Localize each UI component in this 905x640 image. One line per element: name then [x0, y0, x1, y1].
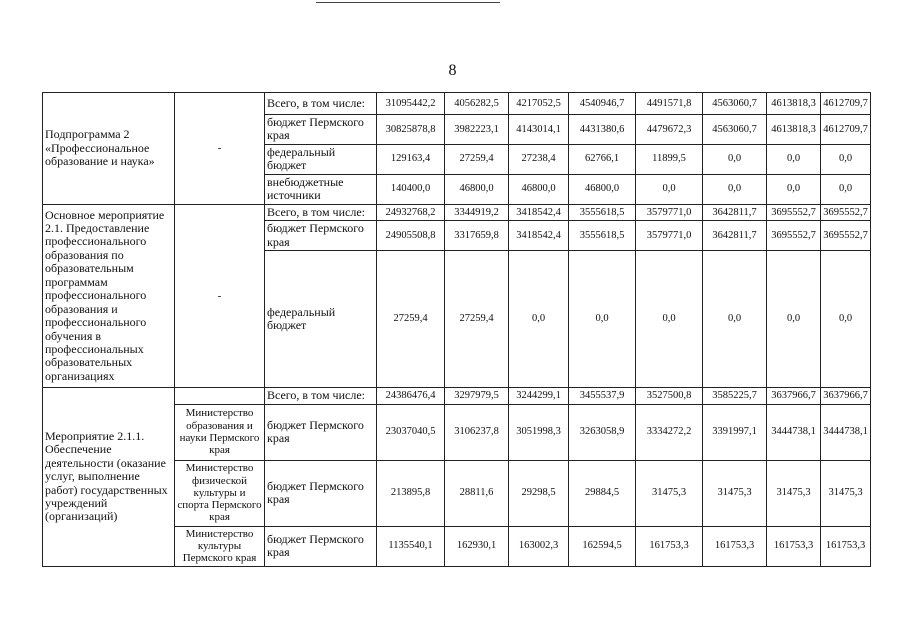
value-cell: 3555618,5	[569, 221, 636, 251]
value-cell: 0,0	[703, 174, 767, 204]
value-cell: 3444738,1	[767, 404, 821, 460]
value-cell: 0,0	[821, 144, 871, 174]
value-cell: 3695552,7	[821, 221, 871, 251]
main-activity-name: Основное мероприятие 2.1. Предоставление профессионального образования по образовательным программам профессионального образования и профессионального обучения в профессиональных образовательных организациях	[43, 204, 175, 387]
value-cell: 1135540,1	[377, 526, 445, 566]
table-row	[43, 204, 871, 220]
value-cell: 0,0	[821, 251, 871, 388]
value-cell: 31475,3	[821, 460, 871, 526]
value-cell: 46800,0	[569, 174, 636, 204]
value-cell: 31475,3	[703, 460, 767, 526]
value-cell: 4056282,5	[445, 93, 509, 115]
value-cell: 140400,0	[377, 174, 445, 204]
value-cell: 27259,4	[445, 144, 509, 174]
value-cell: 0,0	[636, 251, 703, 388]
value-cell: 3051998,3	[509, 404, 569, 460]
executor-cell-empty	[175, 388, 265, 404]
value-cell: 3317659,8	[445, 221, 509, 251]
value-cell: 0,0	[703, 144, 767, 174]
executor-cell: Министерство физической культуры и спорта Пермского края	[175, 460, 265, 526]
value-cell: 3695552,7	[767, 221, 821, 251]
value-cell: 0,0	[509, 251, 569, 388]
value-cell: 29884,5	[569, 460, 636, 526]
value-cell: 3444738,1	[821, 404, 871, 460]
value-cell: 4540946,7	[569, 93, 636, 115]
value-cell: 3579771,0	[636, 221, 703, 251]
value-cell: 31475,3	[636, 460, 703, 526]
value-cell: 0,0	[569, 251, 636, 388]
value-cell: 62766,1	[569, 144, 636, 174]
value-cell: 4613818,3	[767, 93, 821, 115]
value-cell: 3642811,7	[703, 204, 767, 220]
value-cell: 3585225,7	[703, 388, 767, 404]
value-cell: 129163,4	[377, 144, 445, 174]
value-cell: 4612709,7	[821, 115, 871, 145]
value-cell: 27259,4	[377, 251, 445, 388]
funding-source: федеральный бюджет	[265, 251, 377, 388]
value-cell: 3263058,9	[569, 404, 636, 460]
value-cell: 3391997,1	[703, 404, 767, 460]
funding-table	[42, 92, 871, 567]
value-cell: 4491571,8	[636, 93, 703, 115]
value-cell: 4431380,6	[569, 115, 636, 145]
value-cell: 30825878,8	[377, 115, 445, 145]
value-cell: 0,0	[767, 251, 821, 388]
funding-source: бюджет Пермского края	[265, 460, 377, 526]
funding-source: федеральный бюджет	[265, 144, 377, 174]
value-cell: 24386476,4	[377, 388, 445, 404]
value-cell: 161753,3	[767, 526, 821, 566]
value-cell: 3106237,8	[445, 404, 509, 460]
value-cell: 4612709,7	[821, 93, 871, 115]
value-cell: 162930,1	[445, 526, 509, 566]
value-cell: 3579771,0	[636, 204, 703, 220]
subprogram-name: Подпрограмма 2 «Профессиональное образование и наука»	[43, 93, 175, 205]
value-cell: 3334272,2	[636, 404, 703, 460]
executor-cell: -	[175, 93, 265, 205]
table-row	[43, 388, 871, 404]
value-cell: 3982223,1	[445, 115, 509, 145]
funding-source: бюджет Пермского края	[265, 404, 377, 460]
value-cell: 11899,5	[636, 144, 703, 174]
value-cell: 0,0	[703, 251, 767, 388]
value-cell: 4563060,7	[703, 93, 767, 115]
funding-source: внебюджетные источники	[265, 174, 377, 204]
value-cell: 31095442,2	[377, 93, 445, 115]
value-cell: 3637966,7	[767, 388, 821, 404]
value-cell: 27238,4	[509, 144, 569, 174]
value-cell: 46800,0	[509, 174, 569, 204]
value-cell: 4143014,1	[509, 115, 569, 145]
value-cell: 46800,0	[445, 174, 509, 204]
value-cell: 161753,3	[636, 526, 703, 566]
value-cell: 161753,3	[821, 526, 871, 566]
value-cell: 28811,6	[445, 460, 509, 526]
value-cell: 23037040,5	[377, 404, 445, 460]
value-cell: 3418542,4	[509, 204, 569, 220]
value-cell: 0,0	[767, 144, 821, 174]
funding-source: Всего, в том числе:	[265, 388, 377, 404]
value-cell: 3637966,7	[821, 388, 871, 404]
value-cell: 24932768,2	[377, 204, 445, 220]
value-cell: 163002,3	[509, 526, 569, 566]
executor-cell: Министерство образования и науки Пермского края	[175, 404, 265, 460]
top-rule	[316, 2, 500, 3]
value-cell: 3695552,7	[821, 204, 871, 220]
value-cell: 4563060,7	[703, 115, 767, 145]
value-cell: 3642811,7	[703, 221, 767, 251]
value-cell: 0,0	[767, 174, 821, 204]
funding-source: Всего, в том числе:	[265, 204, 377, 220]
value-cell: 4217052,5	[509, 93, 569, 115]
value-cell: 161753,3	[703, 526, 767, 566]
value-cell: 213895,8	[377, 460, 445, 526]
value-cell: 3527500,8	[636, 388, 703, 404]
table-row	[43, 93, 871, 115]
funding-source: бюджет Пермского края	[265, 115, 377, 145]
funding-source: Всего, в том числе:	[265, 93, 377, 115]
value-cell: 3455537,9	[569, 388, 636, 404]
value-cell: 3555618,5	[569, 204, 636, 220]
value-cell: 0,0	[636, 174, 703, 204]
page-number: 8	[448, 62, 457, 79]
funding-source: бюджет Пермского края	[265, 221, 377, 251]
value-cell: 3297979,5	[445, 388, 509, 404]
value-cell: 24905508,8	[377, 221, 445, 251]
value-cell: 27259,4	[445, 251, 509, 388]
value-cell: 29298,5	[509, 460, 569, 526]
value-cell: 3418542,4	[509, 221, 569, 251]
executor-cell: -	[175, 204, 265, 387]
value-cell: 31475,3	[767, 460, 821, 526]
value-cell: 3344919,2	[445, 204, 509, 220]
funding-source: бюджет Пермского края	[265, 526, 377, 566]
value-cell: 162594,5	[569, 526, 636, 566]
executor-cell: Министерство культуры Пермского края	[175, 526, 265, 566]
value-cell: 3695552,7	[767, 204, 821, 220]
value-cell: 4613818,3	[767, 115, 821, 145]
value-cell: 4479672,3	[636, 115, 703, 145]
value-cell: 3244299,1	[509, 388, 569, 404]
table-body	[43, 93, 871, 567]
activity-name: Мероприятие 2.1.1. Обеспечение деятельности (оказание услуг, выполнение работ) государственных учреждений (организаций)	[43, 388, 175, 566]
value-cell: 0,0	[821, 174, 871, 204]
